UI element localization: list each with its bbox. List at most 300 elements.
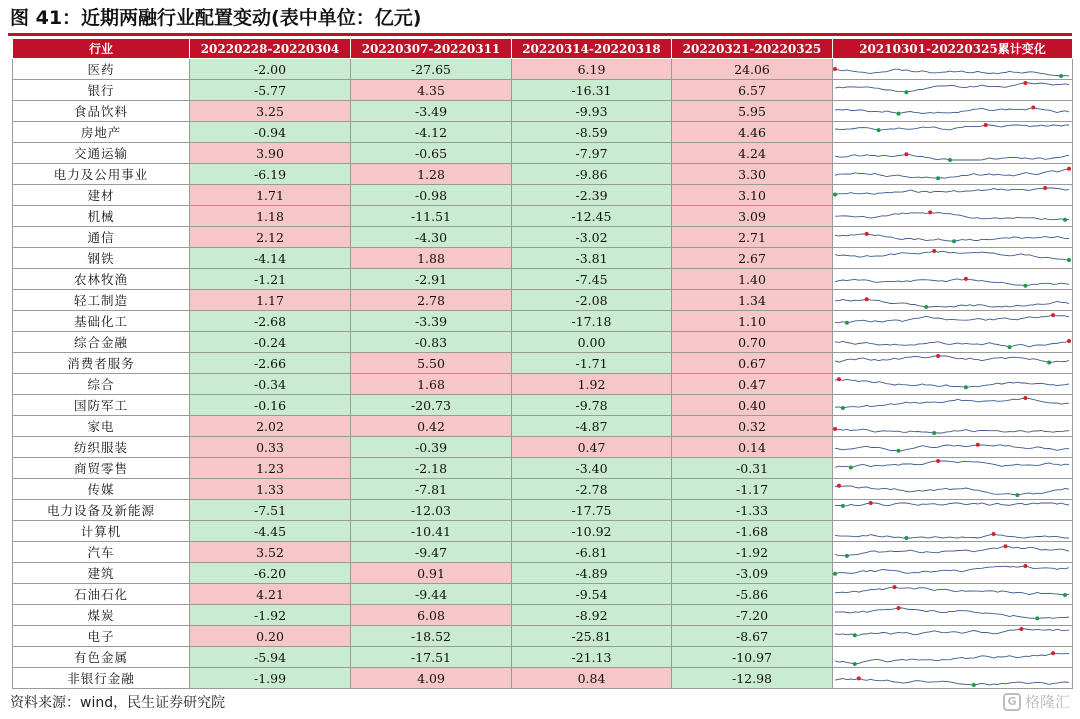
- sparkline-chart: [833, 626, 1071, 646]
- weekly-change-cell: -0.94: [190, 122, 351, 143]
- weekly-change-cell: 1.17: [190, 290, 351, 311]
- table-row: [13, 248, 1073, 269]
- weekly-change-cell: -2.39: [512, 185, 672, 206]
- table-row: [13, 563, 1073, 584]
- sparkline-trend: [835, 251, 1069, 260]
- weekly-change-cell: -0.16: [190, 395, 351, 416]
- cumulative-sparkline-cell: [833, 584, 1073, 605]
- weekly-change-cell: -1.71: [512, 353, 672, 374]
- sparkline-max-marker: [976, 443, 980, 447]
- weekly-change-cell: -7.20: [672, 605, 833, 626]
- sparkline-min-marker: [1059, 74, 1063, 78]
- weekly-change-cell: 1.18: [190, 206, 351, 227]
- weekly-change-cell: -6.20: [190, 563, 351, 584]
- table-row: [13, 269, 1073, 290]
- sparkline-max-marker: [1067, 167, 1071, 171]
- table-row: [13, 626, 1073, 647]
- weekly-change-cell: -27.65: [351, 59, 512, 80]
- sparkline-max-marker: [1043, 186, 1047, 190]
- sparkline-chart: [833, 668, 1071, 688]
- weekly-change-cell: 5.95: [672, 101, 833, 122]
- table-row: [13, 605, 1073, 626]
- industry-name-cell: 传媒: [13, 479, 190, 500]
- weekly-change-cell: 0.84: [512, 668, 672, 689]
- table-row: [13, 479, 1073, 500]
- header-week-1: 20220228-20220304: [190, 39, 351, 59]
- sparkline-max-marker: [833, 427, 837, 431]
- sparkline-min-marker: [932, 431, 936, 435]
- table-row: [13, 500, 1073, 521]
- table-row: [13, 185, 1073, 206]
- sparkline-min-marker: [972, 683, 976, 687]
- weekly-change-cell: 2.02: [190, 416, 351, 437]
- sparkline-min-marker: [936, 176, 940, 180]
- sparkline-trend: [835, 212, 1069, 219]
- sparkline-min-marker: [897, 449, 901, 453]
- weekly-change-cell: -9.54: [512, 584, 672, 605]
- sparkline-trend: [835, 566, 1069, 574]
- weekly-change-cell: -4.12: [351, 122, 512, 143]
- sparkline-chart: [833, 542, 1071, 562]
- sparkline-min-marker: [841, 406, 845, 410]
- weekly-change-cell: 1.92: [512, 374, 672, 395]
- weekly-change-cell: -9.78: [512, 395, 672, 416]
- sparkline-min-marker: [841, 504, 845, 508]
- weekly-change-cell: -11.51: [351, 206, 512, 227]
- weekly-change-cell: -7.81: [351, 479, 512, 500]
- sparkline-trend: [835, 315, 1069, 323]
- sparkline-min-marker: [1015, 493, 1019, 497]
- weekly-change-cell: 0.47: [512, 437, 672, 458]
- sparkline-max-marker: [1031, 106, 1035, 110]
- weekly-change-cell: 0.40: [672, 395, 833, 416]
- weekly-change-cell: -3.40: [512, 458, 672, 479]
- industry-name-cell: 综合金融: [13, 332, 190, 353]
- weekly-change-cell: -17.18: [512, 311, 672, 332]
- weekly-change-cell: -2.18: [351, 458, 512, 479]
- cumulative-sparkline-cell: [833, 563, 1073, 584]
- weekly-change-cell: -12.45: [512, 206, 672, 227]
- weekly-change-cell: 3.09: [672, 206, 833, 227]
- sparkline-max-marker: [837, 484, 841, 488]
- weekly-change-cell: 0.67: [672, 353, 833, 374]
- weekly-change-cell: 5.50: [351, 353, 512, 374]
- weekly-change-cell: -17.75: [512, 500, 672, 521]
- table-row: [13, 59, 1073, 80]
- sparkline-chart: [833, 374, 1071, 394]
- sparkline-trend: [835, 188, 1069, 195]
- sparkline-max-marker: [1019, 627, 1023, 631]
- industry-name-cell: 电力设备及新能源: [13, 500, 190, 521]
- sparkline-trend: [835, 546, 1069, 556]
- weekly-change-cell: -4.87: [512, 416, 672, 437]
- cumulative-sparkline-cell: [833, 59, 1073, 80]
- sparkline-min-marker: [833, 193, 837, 197]
- weekly-change-cell: 0.70: [672, 332, 833, 353]
- sparkline-chart: [833, 521, 1071, 541]
- weekly-change-cell: 1.28: [351, 164, 512, 185]
- weekly-change-cell: -4.30: [351, 227, 512, 248]
- sparkline-trend: [835, 398, 1069, 408]
- table-row: [13, 101, 1073, 122]
- sparkline-max-marker: [904, 152, 908, 156]
- weekly-change-cell: -2.08: [512, 290, 672, 311]
- sparkline-trend: [835, 587, 1069, 595]
- weekly-change-cell: 1.71: [190, 185, 351, 206]
- sparkline-max-marker: [1023, 81, 1027, 85]
- figure-title: 图 41：近期两融行业配置变动(表中单位：亿元): [10, 7, 422, 29]
- industry-name-cell: 计算机: [13, 521, 190, 542]
- weekly-change-cell: 0.14: [672, 437, 833, 458]
- cumulative-sparkline-cell: [833, 647, 1073, 668]
- table-row: [13, 437, 1073, 458]
- cumulative-sparkline-cell: [833, 479, 1073, 500]
- table-row: [13, 227, 1073, 248]
- sparkline-trend: [835, 379, 1069, 387]
- industry-name-cell: 通信: [13, 227, 190, 248]
- sparkline-chart: [833, 500, 1071, 520]
- weekly-change-cell: -18.52: [351, 626, 512, 647]
- sparkline-trend: [835, 608, 1069, 618]
- industry-name-cell: 钢铁: [13, 248, 190, 269]
- sparkline-trend: [835, 154, 1069, 160]
- weekly-change-cell: 0.47: [672, 374, 833, 395]
- header-cumulative-change: 20210301-20220325累计变化: [833, 39, 1073, 59]
- weekly-change-cell: 0.00: [512, 332, 672, 353]
- sparkline-trend: [835, 534, 1069, 538]
- cumulative-sparkline-cell: [833, 374, 1073, 395]
- title-divider: [8, 33, 1072, 36]
- industry-name-cell: 基础化工: [13, 311, 190, 332]
- cumulative-sparkline-cell: [833, 80, 1073, 101]
- cumulative-sparkline-cell: [833, 164, 1073, 185]
- weekly-change-cell: 3.25: [190, 101, 351, 122]
- weekly-change-cell: 1.40: [672, 269, 833, 290]
- sparkline-chart: [833, 479, 1071, 499]
- sparkline-chart: [833, 416, 1071, 436]
- table-row: [13, 458, 1073, 479]
- industry-name-cell: 轻工制造: [13, 290, 190, 311]
- cumulative-sparkline-cell: [833, 206, 1073, 227]
- weekly-change-cell: -10.41: [351, 521, 512, 542]
- sparkline-trend: [835, 486, 1069, 495]
- weekly-change-cell: -12.98: [672, 668, 833, 689]
- sparkline-chart: [833, 248, 1071, 268]
- industry-name-cell: 石油石化: [13, 584, 190, 605]
- sparkline-chart: [833, 122, 1071, 142]
- weekly-change-cell: -1.17: [672, 479, 833, 500]
- industry-name-cell: 非银行金融: [13, 668, 190, 689]
- sparkline-min-marker: [853, 633, 857, 637]
- sparkline-chart: [833, 458, 1071, 478]
- weekly-change-cell: 1.10: [672, 311, 833, 332]
- table-row: [13, 668, 1073, 689]
- cumulative-sparkline-cell: [833, 353, 1073, 374]
- table-row: [13, 290, 1073, 311]
- sparkline-min-marker: [877, 128, 881, 132]
- sparkline-max-marker: [936, 459, 940, 463]
- weekly-change-cell: 2.12: [190, 227, 351, 248]
- sparkline-chart: [833, 332, 1071, 352]
- weekly-change-cell: 4.21: [190, 584, 351, 605]
- cumulative-sparkline-cell: [833, 269, 1073, 290]
- table-row: [13, 521, 1073, 542]
- cumulative-sparkline-cell: [833, 185, 1073, 206]
- industry-name-cell: 银行: [13, 80, 190, 101]
- sparkline-max-marker: [865, 232, 869, 236]
- weekly-change-cell: -0.65: [351, 143, 512, 164]
- sparkline-max-marker: [992, 532, 996, 536]
- weekly-change-cell: -7.45: [512, 269, 672, 290]
- weekly-change-cell: 0.91: [351, 563, 512, 584]
- sparkline-min-marker: [1047, 361, 1051, 365]
- table-row: [13, 542, 1073, 563]
- sparkline-min-marker: [849, 466, 853, 470]
- table-row: [13, 143, 1073, 164]
- weekly-change-cell: 4.24: [672, 143, 833, 164]
- cumulative-sparkline-cell: [833, 332, 1073, 353]
- sparkline-max-marker: [1004, 544, 1008, 548]
- sparkline-min-marker: [845, 554, 849, 558]
- sparkline-max-marker: [932, 249, 936, 253]
- sparkline-min-marker: [948, 158, 952, 162]
- table-row: [13, 80, 1073, 101]
- sparkline-chart: [833, 164, 1071, 184]
- weekly-change-cell: -8.59: [512, 122, 672, 143]
- weekly-change-cell: -3.49: [351, 101, 512, 122]
- table-row: [13, 164, 1073, 185]
- sparkline-trend: [835, 356, 1069, 363]
- sparkline-trend: [835, 429, 1069, 433]
- sparkline-max-marker: [1051, 651, 1055, 655]
- industry-name-cell: 家电: [13, 416, 190, 437]
- weekly-change-cell: -2.00: [190, 59, 351, 80]
- sparkline-trend: [835, 299, 1069, 307]
- cumulative-sparkline-cell: [833, 521, 1073, 542]
- sparkline-chart: [833, 290, 1071, 310]
- weekly-change-cell: -12.03: [351, 500, 512, 521]
- industry-name-cell: 农林牧渔: [13, 269, 190, 290]
- weekly-change-cell: -20.73: [351, 395, 512, 416]
- weekly-change-cell: -9.47: [351, 542, 512, 563]
- cumulative-sparkline-cell: [833, 416, 1073, 437]
- weekly-change-cell: 0.20: [190, 626, 351, 647]
- sparkline-min-marker: [897, 112, 901, 116]
- sparkline-min-marker: [924, 305, 928, 309]
- weekly-change-cell: 4.46: [672, 122, 833, 143]
- sparkline-trend: [835, 125, 1069, 130]
- weekly-change-cell: 6.08: [351, 605, 512, 626]
- weekly-change-cell: -8.92: [512, 605, 672, 626]
- sparkline-min-marker: [845, 321, 849, 325]
- weekly-change-cell: -10.97: [672, 647, 833, 668]
- industry-name-cell: 建筑: [13, 563, 190, 584]
- industry-name-cell: 综合: [13, 374, 190, 395]
- sparkline-min-marker: [1063, 218, 1067, 222]
- sparkline-min-marker: [1023, 284, 1027, 288]
- weekly-change-cell: -3.02: [512, 227, 672, 248]
- weekly-change-cell: -5.77: [190, 80, 351, 101]
- sparkline-min-marker: [1035, 616, 1039, 620]
- weekly-change-cell: 1.88: [351, 248, 512, 269]
- sparkline-min-marker: [1008, 345, 1012, 349]
- sparkline-min-marker: [1067, 258, 1071, 262]
- weekly-change-cell: -9.93: [512, 101, 672, 122]
- sparkline-min-marker: [964, 385, 968, 389]
- industry-name-cell: 交通运输: [13, 143, 190, 164]
- industry-name-cell: 国防军工: [13, 395, 190, 416]
- weekly-change-cell: -8.67: [672, 626, 833, 647]
- cumulative-sparkline-cell: [833, 437, 1073, 458]
- header-week-3: 20220314-20220318: [512, 39, 672, 59]
- weekly-change-cell: -3.39: [351, 311, 512, 332]
- cumulative-sparkline-cell: [833, 542, 1073, 563]
- weekly-change-cell: 1.23: [190, 458, 351, 479]
- weekly-change-cell: -1.21: [190, 269, 351, 290]
- cumulative-sparkline-cell: [833, 458, 1073, 479]
- weekly-change-cell: -10.92: [512, 521, 672, 542]
- industry-name-cell: 房地产: [13, 122, 190, 143]
- weekly-change-cell: -9.44: [351, 584, 512, 605]
- sparkline-max-marker: [837, 377, 841, 381]
- industry-name-cell: 汽车: [13, 542, 190, 563]
- weekly-change-cell: -4.45: [190, 521, 351, 542]
- weekly-change-cell: 2.67: [672, 248, 833, 269]
- table-row: [13, 647, 1073, 668]
- weekly-change-cell: -9.86: [512, 164, 672, 185]
- sparkline-trend: [835, 83, 1069, 92]
- sparkline-trend: [835, 234, 1069, 241]
- table-row: [13, 353, 1073, 374]
- cumulative-sparkline-cell: [833, 227, 1073, 248]
- cumulative-sparkline-cell: [833, 500, 1073, 521]
- table-row: [13, 395, 1073, 416]
- weekly-change-cell: -1.92: [672, 542, 833, 563]
- sparkline-chart: [833, 563, 1071, 583]
- weekly-change-cell: -3.81: [512, 248, 672, 269]
- weekly-change-cell: 6.19: [512, 59, 672, 80]
- weekly-change-cell: 4.35: [351, 80, 512, 101]
- sparkline-max-marker: [893, 585, 897, 589]
- cumulative-sparkline-cell: [833, 395, 1073, 416]
- cumulative-sparkline-cell: [833, 311, 1073, 332]
- weekly-change-cell: 24.06: [672, 59, 833, 80]
- sparkline-chart: [833, 59, 1071, 79]
- sparkline-chart: [833, 437, 1071, 457]
- table-row: [13, 584, 1073, 605]
- weekly-change-cell: -7.97: [512, 143, 672, 164]
- sparkline-trend: [835, 279, 1069, 286]
- sparkline-max-marker: [1023, 564, 1027, 568]
- sparkline-chart: [833, 227, 1071, 247]
- sparkline-trend: [835, 69, 1069, 76]
- sparkline-chart: [833, 80, 1071, 100]
- cumulative-sparkline-cell: [833, 626, 1073, 647]
- weekly-change-cell: 3.30: [672, 164, 833, 185]
- industry-name-cell: 机械: [13, 206, 190, 227]
- table-row: [13, 206, 1073, 227]
- sparkline-chart: [833, 206, 1071, 226]
- sparkline-max-marker: [857, 676, 861, 680]
- sparkline-min-marker: [904, 536, 908, 540]
- weekly-change-cell: 4.09: [351, 668, 512, 689]
- sparkline-max-marker: [1051, 313, 1055, 317]
- table-row: [13, 374, 1073, 395]
- weekly-change-cell: 0.32: [672, 416, 833, 437]
- sparkline-chart: [833, 101, 1071, 121]
- weekly-change-cell: -21.13: [512, 647, 672, 668]
- sparkline-chart: [833, 584, 1071, 604]
- weekly-change-cell: 1.33: [190, 479, 351, 500]
- weekly-change-cell: -6.19: [190, 164, 351, 185]
- industry-name-cell: 纺织服装: [13, 437, 190, 458]
- sparkline-max-marker: [928, 210, 932, 214]
- industry-name-cell: 电力及公用事业: [13, 164, 190, 185]
- sparkline-trend: [835, 629, 1069, 635]
- weekly-change-cell: -2.91: [351, 269, 512, 290]
- weekly-change-cell: 6.57: [672, 80, 833, 101]
- sparkline-chart: [833, 269, 1071, 289]
- weekly-change-cell: 1.34: [672, 290, 833, 311]
- sparkline-min-marker: [904, 90, 908, 94]
- weekly-change-cell: 0.42: [351, 416, 512, 437]
- sparkline-chart: [833, 647, 1071, 667]
- header-industry: 行业: [13, 39, 190, 59]
- weekly-change-cell: -4.89: [512, 563, 672, 584]
- sparkline-max-marker: [865, 297, 869, 301]
- weekly-change-cell: -2.66: [190, 353, 351, 374]
- weekly-change-cell: -1.92: [190, 605, 351, 626]
- sparkline-max-marker: [869, 501, 873, 505]
- sparkline-chart: [833, 605, 1071, 625]
- sparkline-min-marker: [952, 239, 956, 243]
- weekly-change-cell: 3.52: [190, 542, 351, 563]
- table-row: [13, 416, 1073, 437]
- sparkline-trend: [835, 678, 1069, 685]
- industry-name-cell: 煤炭: [13, 605, 190, 626]
- sparkline-trend: [835, 445, 1069, 451]
- weekly-change-cell: 1.68: [351, 374, 512, 395]
- sparkline-chart: [833, 353, 1071, 373]
- watermark-text: 格隆汇: [1024, 693, 1070, 711]
- sparkline-chart: [833, 185, 1071, 205]
- sparkline-max-marker: [897, 606, 901, 610]
- weekly-change-cell: -0.24: [190, 332, 351, 353]
- weekly-change-cell: -25.81: [512, 626, 672, 647]
- industry-name-cell: 商贸零售: [13, 458, 190, 479]
- sparkline-max-marker: [1023, 396, 1027, 400]
- weekly-change-cell: 3.90: [190, 143, 351, 164]
- source-note: 资料来源：wind，民生证券研究院: [10, 695, 226, 711]
- sparkline-trend: [835, 169, 1069, 178]
- industry-name-cell: 消费者服务: [13, 353, 190, 374]
- cumulative-sparkline-cell: [833, 122, 1073, 143]
- weekly-change-cell: 2.78: [351, 290, 512, 311]
- table-body: [13, 59, 1073, 689]
- sparkline-min-marker: [853, 662, 857, 666]
- sparkline-max-marker: [964, 277, 968, 281]
- weekly-change-cell: -0.34: [190, 374, 351, 395]
- table-row: [13, 122, 1073, 143]
- weekly-change-cell: 3.10: [672, 185, 833, 206]
- weekly-change-cell: -0.98: [351, 185, 512, 206]
- cumulative-sparkline-cell: [833, 101, 1073, 122]
- weekly-change-cell: 2.71: [672, 227, 833, 248]
- sparkline-chart: [833, 311, 1071, 331]
- watermark: [1003, 690, 1070, 714]
- sparkline-trend: [835, 461, 1069, 468]
- weekly-change-cell: 0.33: [190, 437, 351, 458]
